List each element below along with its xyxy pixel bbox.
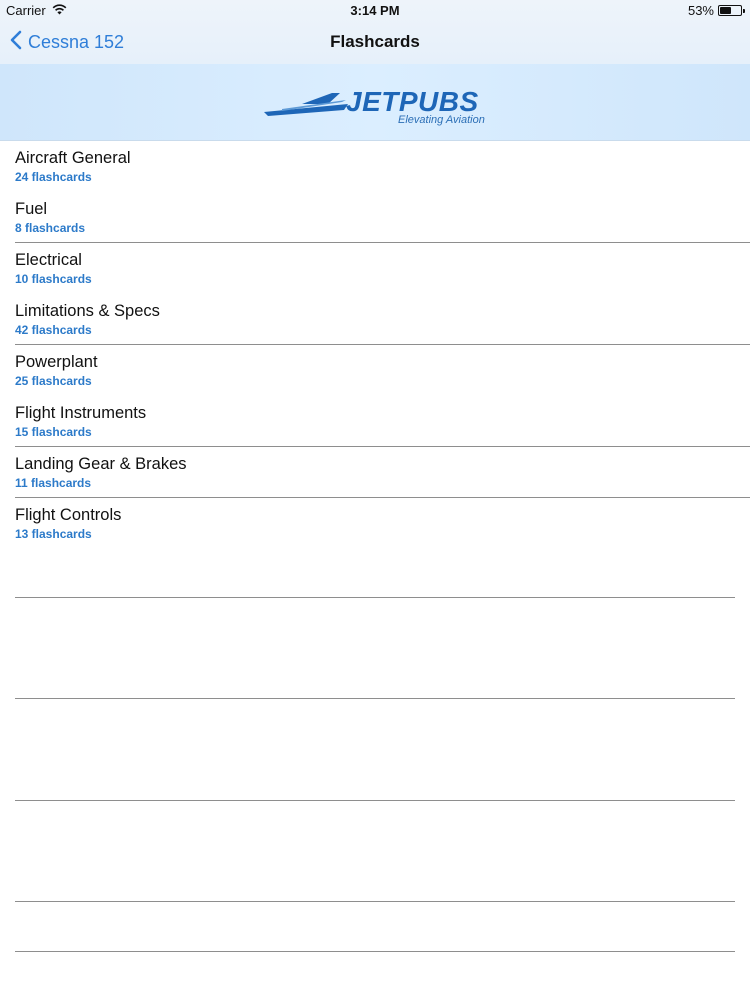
page-title: Flashcards [330,32,420,51]
back-button-label: Cessna 152 [28,32,125,52]
list-item[interactable] [15,447,750,498]
category-count: 42 flashcards [15,323,92,337]
category-title: Electrical [15,251,82,269]
list-item[interactable] [0,345,750,396]
category-count: 10 flashcards [15,272,92,286]
divider [15,597,735,598]
battery-fill [720,7,731,14]
status-bar [0,0,750,22]
list-item[interactable] [15,294,750,345]
list-item[interactable] [0,243,750,294]
jetpubs-logo [262,84,492,128]
category-count: 15 flashcards [15,425,92,439]
category-count: 24 flashcards [15,170,92,184]
battery-icon [718,5,742,16]
category-count: 25 flashcards [15,374,92,388]
category-title: Aircraft General [15,149,131,167]
list-item[interactable] [15,192,750,243]
top-bar [0,0,750,64]
divider [15,698,735,699]
category-count: 8 flashcards [15,221,86,235]
divider [15,800,735,801]
category-count: 11 flashcards [15,476,92,490]
battery-percentage: 53% [687,3,714,18]
category-title: Limitations & Specs [15,302,160,320]
battery-indicator [688,3,742,18]
list-item[interactable] [15,396,750,447]
jet-wing-icon [262,90,352,120]
list-item[interactable] [0,141,750,192]
category-title: Flight Controls [15,506,122,524]
category-title: Flight Instruments [15,404,147,422]
list-item[interactable] [0,498,750,549]
brand-banner [0,64,750,141]
logo-wordmark: JETPUBS [346,86,479,117]
category-title: Landing Gear & Brakes [15,455,187,473]
category-title: Fuel [15,200,48,218]
category-count: 13 flashcards [15,527,92,541]
navigation-bar [0,22,750,64]
logo-tagline: Elevating Aviation [398,114,485,126]
category-title: Powerplant [15,353,98,371]
flashcard-category-list [0,141,750,549]
divider [15,901,735,902]
divider [15,951,735,952]
carrier-label: Carrier [6,3,46,18]
status-time: 3:14 PM [350,3,400,18]
